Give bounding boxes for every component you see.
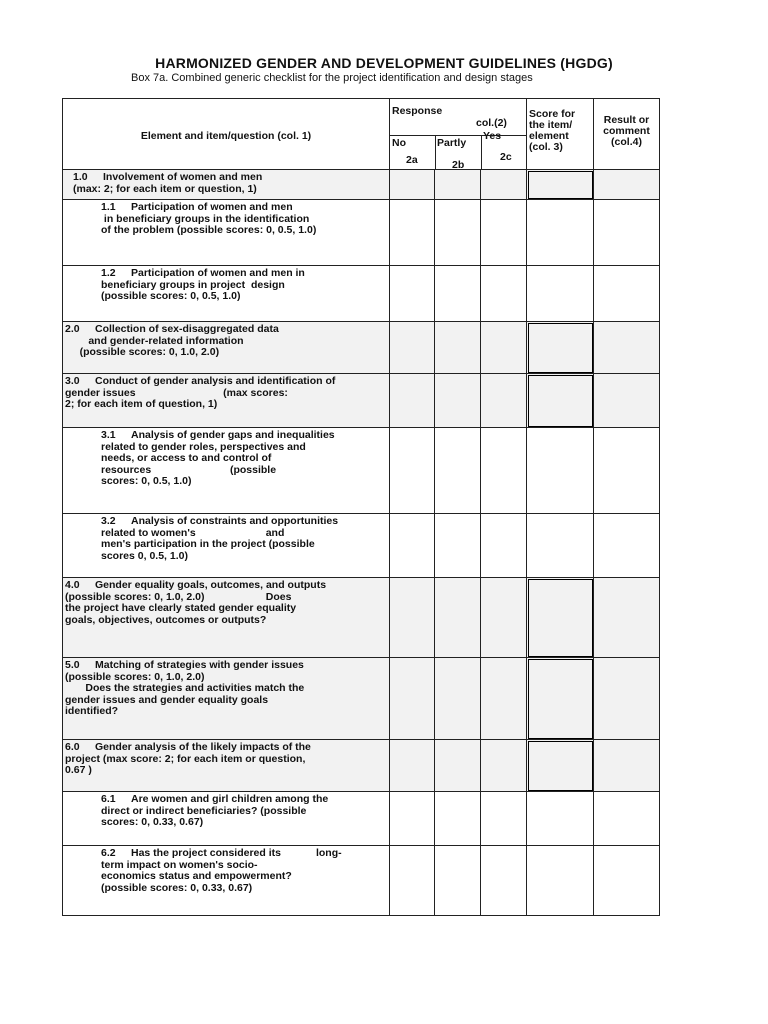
table-row — [63, 200, 660, 266]
yes-cell[interactable] — [481, 578, 527, 658]
table-header-row — [63, 99, 660, 170]
element-cell: 5.0 Matching of strategies with gender issues (possible scores: 0, 1.0, 2.0) Does the strategies and activities match the gender issues and gender equality goals identified? — [63, 658, 390, 740]
table-row — [63, 578, 660, 658]
score-cell[interactable] — [527, 200, 594, 266]
table-row — [63, 322, 660, 374]
yes-cell[interactable] — [481, 374, 527, 428]
element-cell: 1.0 Involvement of women and men (max: 2; for each item or question, 1) — [63, 170, 390, 200]
yes-cell[interactable] — [481, 658, 527, 740]
element-cell: 3.2 Analysis of constraints and opportunities related to women's and men's participation in the project (possible scores 0, 0.5, 1.0) — [63, 514, 390, 578]
score-cell[interactable] — [527, 170, 594, 200]
no-code: 2a — [406, 154, 418, 166]
partly-cell[interactable] — [435, 846, 481, 916]
no-cell[interactable] — [390, 740, 435, 792]
partly-cell[interactable] — [435, 374, 481, 428]
partly-cell[interactable] — [435, 322, 481, 374]
score-cell[interactable] — [527, 578, 594, 658]
document-subtitle: Box 7a. Combined generic checklist for the project identification and design stages — [131, 72, 533, 84]
partly-label: Partly — [437, 137, 467, 149]
element-cell: 3.0 Conduct of gender analysis and identification of gender issues (max scores: 2; for each item of question, 1) — [63, 374, 390, 428]
no-cell[interactable] — [390, 792, 435, 846]
element-column-header: Element and item/question (col. 1) — [63, 99, 390, 170]
score-cell[interactable] — [527, 792, 594, 846]
element-cell: 6.0 Gender analysis of the likely impacts of the project (max score: 2; for each item or question, 0.67 ) — [63, 740, 390, 792]
yes-cell[interactable] — [481, 514, 527, 578]
partly-code: 2b — [452, 159, 465, 171]
result-cell[interactable] — [594, 200, 660, 266]
score-cell[interactable] — [527, 658, 594, 740]
no-cell[interactable] — [390, 200, 435, 266]
result-cell[interactable] — [594, 514, 660, 578]
score-cell[interactable] — [527, 322, 594, 374]
table-row — [63, 740, 660, 792]
yes-cell[interactable] — [481, 266, 527, 322]
score-cell[interactable] — [527, 740, 594, 792]
yes-cell[interactable] — [481, 740, 527, 792]
no-cell[interactable] — [390, 374, 435, 428]
document-title: HARMONIZED GENDER AND DEVELOPMENT GUIDELINES (HGDG) — [155, 55, 613, 71]
no-cell[interactable] — [390, 514, 435, 578]
partly-cell[interactable] — [435, 266, 481, 322]
checklist-table — [62, 98, 660, 916]
score-cell[interactable] — [527, 428, 594, 514]
table-row — [63, 266, 660, 322]
no-cell[interactable] — [390, 578, 435, 658]
col2-label: col.(2) — [476, 117, 507, 129]
score-cell[interactable] — [527, 374, 594, 428]
yes-cell[interactable] — [481, 322, 527, 374]
no-cell[interactable] — [390, 266, 435, 322]
element-cell: 1.1 Participation of women and men in beneficiary groups in the identification of the problem (possible scores: 0, 0.5, 1.0) — [63, 200, 390, 266]
result-column-header: Result or comment (col.4) — [594, 99, 660, 170]
result-cell[interactable] — [594, 428, 660, 514]
table-row — [63, 374, 660, 428]
result-cell[interactable] — [594, 658, 660, 740]
score-cell[interactable] — [527, 846, 594, 916]
no-cell[interactable] — [390, 846, 435, 916]
table-row — [63, 514, 660, 578]
partly-cell[interactable] — [435, 200, 481, 266]
no-cell[interactable] — [390, 322, 435, 374]
table-row — [63, 792, 660, 846]
no-cell[interactable] — [390, 170, 435, 200]
partly-cell[interactable] — [435, 170, 481, 200]
no-label: No — [392, 137, 406, 149]
table-row — [63, 428, 660, 514]
element-cell: 4.0 Gender equality goals, outcomes, and outputs (possible scores: 0, 1.0, 2.0) Does the project have clearly stated gender equality goals, objectives, outcomes or outputs? — [63, 578, 390, 658]
result-cell[interactable] — [594, 740, 660, 792]
score-cell[interactable] — [527, 266, 594, 322]
partly-cell[interactable] — [435, 792, 481, 846]
yes-cell[interactable] — [481, 170, 527, 200]
table-row — [63, 170, 660, 200]
partly-cell[interactable] — [435, 658, 481, 740]
partly-cell[interactable] — [435, 578, 481, 658]
result-cell[interactable] — [594, 846, 660, 916]
result-cell[interactable] — [594, 170, 660, 200]
partly-cell[interactable] — [435, 740, 481, 792]
result-cell[interactable] — [594, 322, 660, 374]
no-cell[interactable] — [390, 428, 435, 514]
element-cell: 6.1 Are women and girl children among the direct or indirect beneficiaries? (possible scores: 0, 0.33, 0.67) — [63, 792, 390, 846]
element-cell: 2.0 Collection of sex-disaggregated data and gender-related information (possible scores: 0, 1.0, 2.0) — [63, 322, 390, 374]
response-column-header — [390, 99, 527, 170]
response-label: Response — [392, 105, 443, 117]
partly-cell[interactable] — [435, 514, 481, 578]
element-cell: 3.1 Analysis of gender gaps and inequalities related to gender roles, perspectives and needs, or access to and control of resources (possible scores: 0, 0.5, 1.0) — [63, 428, 390, 514]
yes-code: 2c — [500, 151, 512, 163]
score-column-header: Score for the item/ element (col. 3) — [527, 99, 594, 170]
result-cell[interactable] — [594, 266, 660, 322]
partly-cell[interactable] — [435, 428, 481, 514]
table-row — [63, 846, 660, 916]
yes-cell[interactable] — [481, 428, 527, 514]
yes-cell[interactable] — [481, 846, 527, 916]
result-cell[interactable] — [594, 792, 660, 846]
result-cell[interactable] — [594, 374, 660, 428]
element-cell: 1.2 Participation of women and men in beneficiary groups in project design (possible scores: 0, 0.5, 1.0) — [63, 266, 390, 322]
result-cell[interactable] — [594, 578, 660, 658]
yes-label: Yes — [483, 130, 502, 142]
yes-cell[interactable] — [481, 200, 527, 266]
no-cell[interactable] — [390, 658, 435, 740]
element-cell: 6.2 Has the project considered its long- term impact on women's socio- economics status and empowerment? (possible scores: 0, 0.33, 0.67) — [63, 846, 390, 916]
table-row — [63, 658, 660, 740]
score-cell[interactable] — [527, 514, 594, 578]
yes-cell[interactable] — [481, 792, 527, 846]
